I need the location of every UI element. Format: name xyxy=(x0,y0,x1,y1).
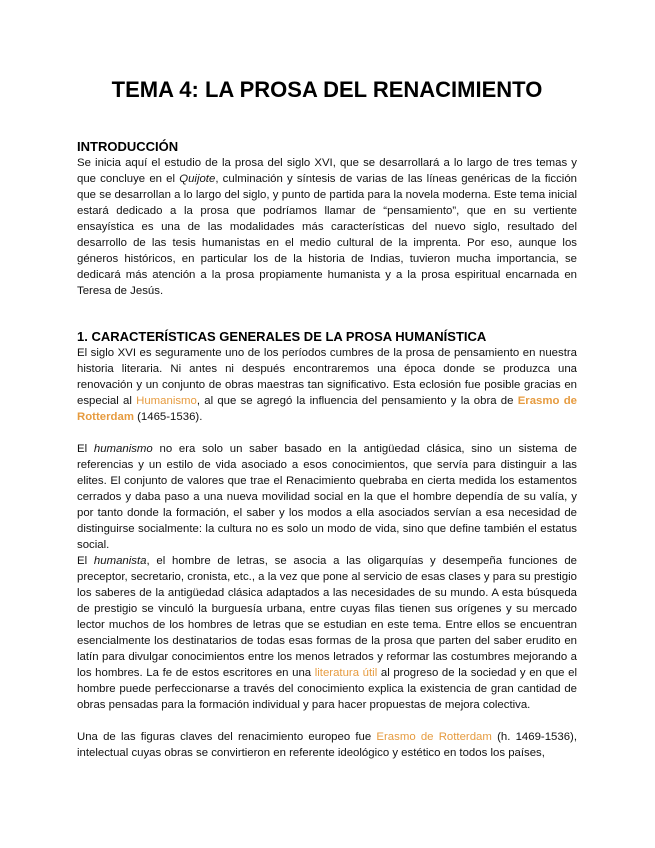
s1-p1-text-c: (1465-1536). xyxy=(133,411,203,423)
s1-p4-text-a: Una de las figuras claves del renacimiento europeo fue xyxy=(77,731,377,743)
section-1-paragraph-1 xyxy=(77,345,577,425)
humanista-italic: humanista xyxy=(93,555,147,567)
s1-p1-text-a: El siglo XVI es seguramente uno de los períodos cumbres de la prosa de pensamiento en nuestra historia literaria. Ni antes ni después encontraremos una época donde se produzca una renovación y un conjunto de obras maestras tan significativo. Esta eclosión fue posible gracias en especial al xyxy=(77,347,577,407)
section-1-paragraph-2 xyxy=(77,441,577,553)
s1-p1-text-b: , al que se agregó la influencia del pensamiento y la obra de xyxy=(196,395,518,407)
intro-text-b: , culminación y síntesis de varias de las líneas genéricas de la ficción que se desarrollan a lo largo del siglo, y punto de partida para la novela moderna. Este tema inicial estará dedicado a la prosa que podríamos llamar de “pensamiento”, que en su vertiente ensayística es una de las modalidades más características del nuevo siglo, resultado del desarrollo de las tesis humanistas en el medio cultural de la imprenta. Por eso, aunque los géneros históricos, en particular los de la historia de Indias, tuvieron mucha importancia, se dedicará más atención a la prosa propiamente humanista y a la prosa espiritual encarnada en Teresa de Jesús. xyxy=(77,173,577,297)
literatura-util-link[interactable]: literatura útil xyxy=(314,667,378,679)
page-title: TEMA 4: LA PROSA DEL RENACIMIENTO xyxy=(111,77,543,102)
paragraph-gap xyxy=(77,425,577,441)
section-1-heading: 1. CARACTERÍSTICAS GENERALES DE LA PROSA HUMANÍSTICA xyxy=(77,329,487,344)
s1-p2-text-a: El xyxy=(77,443,94,455)
intro-section xyxy=(77,139,577,299)
humanismo-italic: humanismo xyxy=(93,443,153,455)
intro-heading: INTRODUCCIÓN xyxy=(77,139,179,154)
paragraph-gap xyxy=(77,713,577,729)
s1-p2-text-b: no era solo un saber basado en la antigüedad clásica, sino un sistema de referencias y un estilo de vida asociado a esos conocimientos, que servía para distinguir a las elites. El conjunto de valores que trae el Renacimiento quebraba en cierta medida los estamentos cerrados y daba paso a una nueva movilidad social en la que el hombre dependía de su valía, y por tanto donde la formación, el saber y los modos a ella asociados servían a esa necesidad de distinguirse socialmente: la cultura no es solo un modo de vida, sino que define también el estatus social. xyxy=(77,443,577,551)
intro-text-a: Se inicia aquí el estudio de la prosa del siglo XVI, que se desarrollará a lo largo de tres temas y que concluye en el xyxy=(77,157,577,185)
section-1-paragraph-3 xyxy=(77,553,577,713)
erasmo-link-bold[interactable]: Erasmo de Rotterdam xyxy=(77,395,577,423)
s1-p3-text-b: , el hombre de letras, se asocia a las oligarquías y desempeña funciones de preceptor, secretario, cronista, etc., a la vez que pone al servicio de esas clases y para su prestigio los saberes de la antigüedad clásica adaptados a las necesidades de su mundo. A esta búsqueda de prestigio se vinculó la burguesía urbana, entre cuyas filas tienen sus orígenes y su mercado lector muchos de los hombres de letras que se estudian en este tema. Entre ellos se encuentran esencialmente los destinatarios de todas esas formas de la prosa que parten del saber erudito en latín para divulgar conocimientos entre los menos letrados y reformar las costumbres mejorando a los hombres. La fe de estos escritores en una xyxy=(77,555,578,679)
humanismo-link[interactable]: Humanismo xyxy=(136,395,197,407)
intro-paragraph xyxy=(77,155,577,299)
erasmo-link[interactable]: Erasmo de Rotterdam xyxy=(376,731,492,743)
s1-p3-text-c: al progreso de la sociedad y en que el hombre puede perfeccionarse a través del conocimiento explica la existencia de gran cantidad de obras pensadas para la formación individual y para hacer propuestas de mejora colectiva. xyxy=(77,667,577,711)
s1-p4-text-b: (h. 1469-1536), intelectual cuyas obras se convirtieron en referente ideológico y estético en todos los países, xyxy=(77,731,578,759)
quijote-italic: Quijote xyxy=(179,173,216,185)
s1-p3-text-a: El xyxy=(77,555,94,567)
section-1-paragraph-4 xyxy=(77,729,577,761)
section-1 xyxy=(77,329,577,761)
